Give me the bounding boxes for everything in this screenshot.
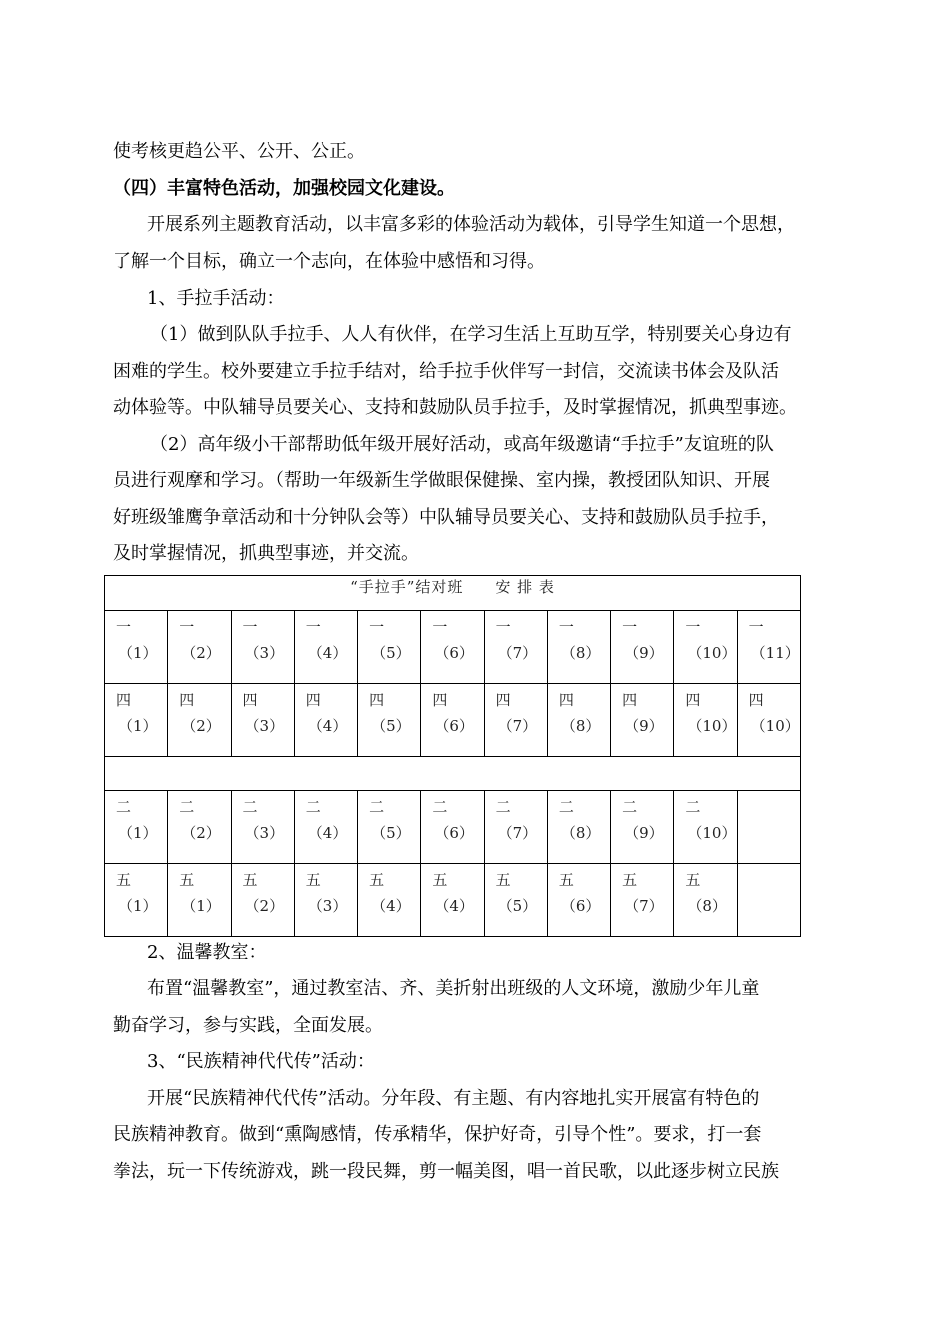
grade-label: 一 — [622, 618, 638, 636]
class-number: （2） — [181, 824, 221, 842]
grade-label: 五 — [305, 871, 321, 889]
paragraph-line: 开展系列主题教育活动，以丰富多彩的体验活动为载体，引导学生知道一个思想， — [147, 214, 795, 235]
item-heading: 2、温馨教室： — [147, 942, 267, 963]
class-number: （5） — [497, 897, 538, 915]
table-cell — [547, 791, 610, 864]
table-cell — [547, 611, 610, 684]
table-cell — [484, 791, 547, 864]
grade-label: 一 — [495, 618, 511, 636]
paragraph-line: 了解一个目标，确立一个志向，在体验中感悟和习得。 — [113, 251, 545, 272]
table-cell — [168, 684, 231, 757]
grade-label: 一 — [242, 618, 258, 636]
class-number: （6） — [434, 824, 474, 842]
grade-label: 二 — [685, 798, 701, 816]
class-number: （9） — [624, 644, 664, 662]
class-number: （8） — [560, 644, 601, 662]
table-cell — [105, 864, 168, 937]
class-number: （1） — [118, 824, 158, 842]
grade-label: 五 — [242, 871, 258, 889]
table-cell — [421, 684, 484, 757]
table-cell — [547, 864, 610, 937]
class-number: （5） — [371, 644, 411, 662]
class-number: （3） — [244, 824, 285, 842]
class-number: （5） — [371, 717, 411, 735]
table-title: “手拉手”结对班 安 排 表 — [105, 576, 801, 611]
class-number: （5） — [371, 824, 411, 842]
grade-label: 五 — [369, 871, 385, 889]
class-number: （3） — [244, 717, 285, 735]
grade-label: 一 — [116, 618, 132, 636]
grade-label: 二 — [558, 798, 574, 816]
item-heading: 1、手拉手活动： — [147, 288, 285, 309]
class-number: （9） — [624, 717, 664, 735]
table-cell — [674, 684, 737, 757]
grade-label: 五 — [558, 871, 574, 889]
paragraph-line: 员进行观摩和学习。（帮助一年级新生学做眼保健操、室内操，教授团队知识、开展 — [113, 470, 770, 491]
class-number: （1） — [181, 897, 221, 915]
grade-label: 五 — [622, 871, 638, 889]
grade-label: 二 — [432, 798, 448, 816]
class-number: （9） — [624, 824, 664, 842]
paragraph-line: （2）高年级小干部帮助低年级开展好活动，或高年级邀请“手拉手”友谊班的队 — [150, 434, 774, 455]
grade-label: 四 — [748, 691, 764, 709]
pairing-schedule-table — [104, 575, 801, 937]
table-cell — [611, 864, 674, 937]
grade-label: 二 — [116, 798, 132, 816]
grade-label: 五 — [685, 871, 701, 889]
section-heading: （四）丰富特色活动，加强校园文化建设。 — [113, 178, 455, 199]
class-number: （2） — [244, 897, 285, 915]
class-number: （4） — [307, 824, 348, 842]
table-cell — [231, 684, 294, 757]
table-cell — [294, 684, 357, 757]
table-cell — [168, 611, 231, 684]
class-number: （6） — [434, 644, 474, 662]
table-cell — [674, 791, 737, 864]
class-number: （10） — [687, 717, 737, 735]
grade-label: 五 — [116, 871, 132, 889]
class-number: （3） — [307, 897, 348, 915]
grade-label: 四 — [369, 691, 385, 709]
paragraph-line: 动体验等。中队辅导员要关心、支持和鼓励队员手拉手，及时掌握情况，抓典型事迹。 — [113, 397, 797, 418]
table-cell — [737, 611, 800, 684]
grade-label: 四 — [558, 691, 574, 709]
class-number: （7） — [497, 717, 538, 735]
item-heading: 3、“民族精神代代传”活动： — [147, 1051, 375, 1072]
class-number: （2） — [181, 644, 221, 662]
table-cell — [484, 684, 547, 757]
table-cell — [421, 864, 484, 937]
grade-label: 二 — [179, 798, 195, 816]
table-cell — [168, 864, 231, 937]
table-cell — [737, 791, 800, 864]
table-cell — [168, 791, 231, 864]
class-number: （6） — [560, 897, 601, 915]
table-cell — [358, 791, 421, 864]
class-number: （10） — [687, 644, 737, 662]
class-number: （4） — [307, 717, 348, 735]
class-number: （8） — [560, 824, 601, 842]
grade-label: 五 — [179, 871, 195, 889]
grade-label: 二 — [622, 798, 638, 816]
class-number: （10） — [750, 717, 800, 735]
table-cell — [484, 611, 547, 684]
table-cell — [294, 791, 357, 864]
class-number: （4） — [434, 897, 474, 915]
grade-label: 一 — [179, 618, 195, 636]
table-cell — [105, 611, 168, 684]
class-number: （10） — [687, 824, 737, 842]
grade-label: 四 — [495, 691, 511, 709]
class-number: （4） — [307, 644, 348, 662]
table-cell — [358, 864, 421, 937]
table-cell — [105, 684, 168, 757]
class-number: （11） — [750, 644, 800, 662]
paragraph-line: （1）做到队队手拉手、人人有伙伴，在学习生活上互助互学，特别要关心身边有 — [150, 324, 792, 345]
grade-label: 一 — [748, 618, 764, 636]
table-row-blank — [105, 757, 801, 791]
grade-label: 一 — [685, 618, 701, 636]
paragraph-line: 民族精神教育。做到“熏陶感情，传承精华，保护好奇，引导个性”。要求，打一套 — [113, 1124, 762, 1145]
class-number: （3） — [244, 644, 285, 662]
paragraph-line: 及时掌握情况，抓典型事迹，并交流。 — [113, 543, 419, 564]
paragraph-line: 使考核更趋公平、公开、公正。 — [113, 141, 365, 162]
class-number: （4） — [371, 897, 411, 915]
table-cell — [358, 611, 421, 684]
grade-label: 一 — [432, 618, 448, 636]
class-number: （7） — [497, 824, 538, 842]
grade-label — [738, 864, 800, 896]
table-row — [105, 611, 801, 684]
class-number: （8） — [687, 897, 727, 915]
table-cell — [611, 791, 674, 864]
table-cell — [294, 864, 357, 937]
grade-label: 四 — [116, 691, 132, 709]
table-cell — [421, 791, 484, 864]
table-cell — [611, 611, 674, 684]
class-number: （6） — [434, 717, 474, 735]
table-cell — [674, 864, 737, 937]
grade-label: 四 — [622, 691, 638, 709]
table-cell — [611, 684, 674, 757]
paragraph-line: 困难的学生。校外要建立手拉手结对，给手拉手伙伴写一封信，交流读书体会及队活 — [113, 361, 779, 382]
table-cell — [484, 864, 547, 937]
class-number: （8） — [560, 717, 601, 735]
grade-label: 四 — [179, 691, 195, 709]
table-cell — [294, 611, 357, 684]
table-cell — [547, 684, 610, 757]
table-cell — [674, 611, 737, 684]
grade-label: 一 — [305, 618, 321, 636]
grade-label: 二 — [495, 798, 511, 816]
table-cell — [231, 611, 294, 684]
table-cell — [737, 684, 800, 757]
table-cell — [105, 791, 168, 864]
table-cell — [737, 864, 800, 937]
grade-label: 一 — [369, 618, 385, 636]
table-cell — [231, 791, 294, 864]
grade-label: 二 — [369, 798, 385, 816]
grade-label: 四 — [685, 691, 701, 709]
table-cell — [421, 611, 484, 684]
table-cell — [358, 684, 421, 757]
table-row — [105, 864, 801, 937]
paragraph-line: 布置“温馨教室”，通过教室洁、齐、美折射出班级的人文环境，激励少年儿童 — [147, 978, 760, 999]
class-number: （2） — [181, 717, 221, 735]
paragraph-line: 勤奋学习，参与实践，全面发展。 — [113, 1015, 383, 1036]
paragraph-line: 好班级雏鹰争章活动和十分钟队会等）中队辅导员要关心、支持和鼓励队员手拉手， — [113, 507, 779, 528]
table-row — [105, 791, 801, 864]
class-number: （1） — [118, 897, 158, 915]
table-cell — [231, 864, 294, 937]
grade-label: 二 — [305, 798, 321, 816]
grade-label: 二 — [242, 798, 258, 816]
grade-label: 五 — [432, 871, 448, 889]
grade-label: 四 — [432, 691, 448, 709]
paragraph-line: 拳法，玩一下传统游戏，跳一段民舞，剪一幅美图，唱一首民歌，以此逐步树立民族 — [113, 1161, 779, 1182]
class-number: （7） — [497, 644, 538, 662]
grade-label: 一 — [558, 618, 574, 636]
paragraph-line: 开展“民族精神代代传”活动。分年段、有主题、有内容地扎实开展富有特色的 — [147, 1088, 760, 1109]
grade-label: 四 — [305, 691, 321, 709]
grade-label: 四 — [242, 691, 258, 709]
class-number: （1） — [118, 717, 158, 735]
grade-label: 五 — [495, 871, 511, 889]
grade-label — [738, 791, 800, 823]
class-number: （7） — [624, 897, 664, 915]
table-cell-empty — [105, 757, 801, 791]
class-number: （1） — [118, 644, 158, 662]
table-row — [105, 684, 801, 757]
